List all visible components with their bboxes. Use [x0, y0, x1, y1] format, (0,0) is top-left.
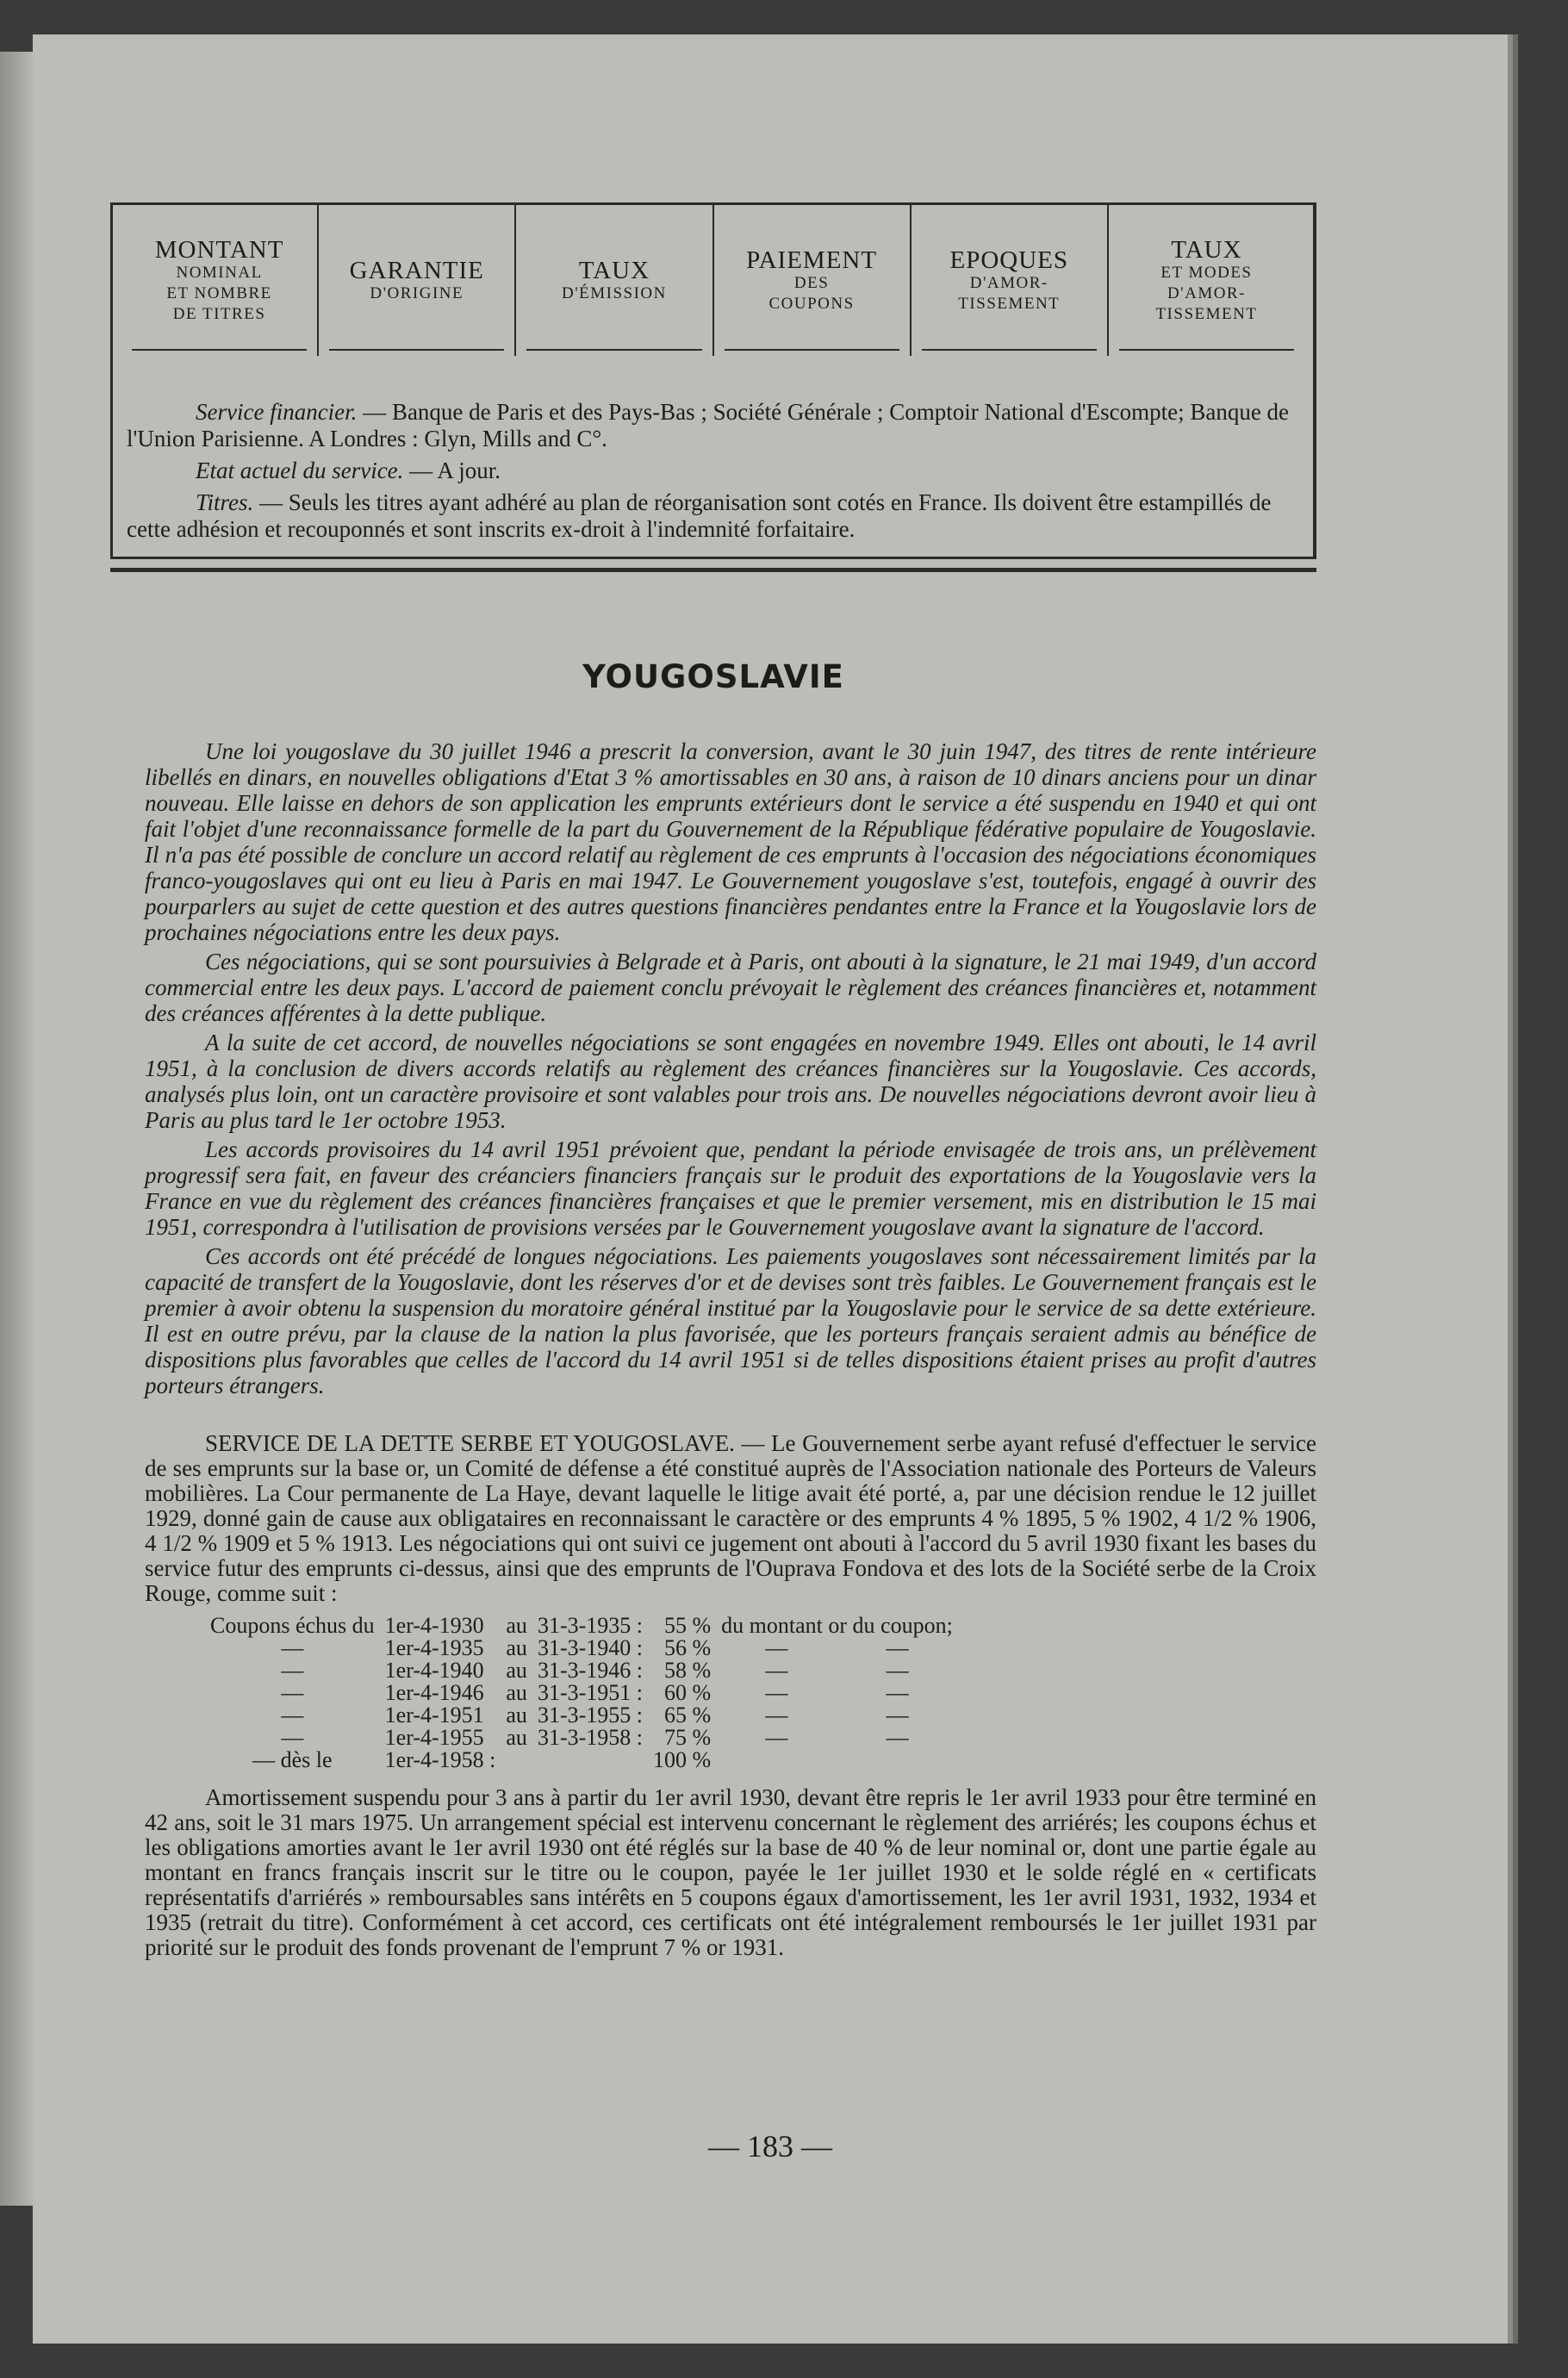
header-taux-modes: TAUX ET MODES D'AMOR- TISSEMENT [1109, 205, 1304, 356]
table-row: — dès le 1er-4-1958 : 100 % [252, 1747, 712, 1772]
coupon-schedule-table [205, 1615, 958, 1771]
table-row: — 1er-4-1951 au 31-3-1955 : 65 % — — [281, 1703, 909, 1727]
intro-paragraph: Une loi yougoslave du 30 juillet 1946 a prescrit la conversion, avant le 30 juin 1947, des titres de rente intérieure libellés en dinars, en nouvelles obligations d'Etat 3 % amortissables en 30 ans, à raison de 10 dinars anciens pour un dinar nouveau. Elle laisse en dehors de son application les emprunts extérieurs dont le service a été suspendu en 1940 et qui ont fait l'objet d'une reconnaissance formelle de la part du Gouvernement de la République fédérative populaire de Yougoslavie. Il n'a pas été possible de conclure un accord relatif au règlement de ces emprunts à l'occasion des négociations économiques franco-yougoslaves qui ont eu lieu à Paris en mai 1947. Le Gouvernement yougoslave s'est, toutefois, engagé à ouvrir des pourparlers au sujet de cette question et des autres questions financières pendantes entre la France et la Yougoslavie lors de prochaines négociations entre les deux pays. [145, 738, 1316, 945]
table-row: — 1er-4-1955 au 31-3-1958 : 75 % — — [281, 1725, 909, 1750]
intro-paragraph: A la suite de cet accord, de nouvelles négociations se sont engagées en novembre 1949. Elles ont abouti, le 14 avril 1951, à la conclusion de divers accords relatifs au règlement des créances financières sur la Yougoslavie. Ces accords, analysés plus loin, ont un caractère provisoire et sont valables pour trois ans. De nouvelles négociations devront avoir lieu à Paris au plus tard le 1er octobre 1953. [145, 1030, 1316, 1133]
titres-note: Titres. — Seuls les titres ayant adhéré au plan de réorganisation sont cotés en France. Ils doivent être estampillés de cette adhésion et recouponnés et sont inscrits ex-droit à l'indemnité forfaitaire. [127, 489, 1272, 542]
table-row: — 1er-4-1940 au 31-3-1946 : 58 % — — [281, 1658, 909, 1683]
page-number: — 183 — [708, 2129, 832, 2163]
intro-paragraph: Les accords provisoires du 14 avril 1951 prévoient que, pendant la période envisagée de trois ans, un prélèvement progressif sera fait, en faveur des créanciers financiers français sur le produit des exportations de la Yougoslavie vers la France en vue du règlement des créances financières françaises et que le premier versement, mis en distribution le 15 mai 1951, correspondra à l'utilisation de provisions versées par le Gouvernement yougoslave avant la signature de l'accord. [145, 1136, 1316, 1240]
service-notes [121, 399, 1304, 543]
service-dette-paragraph: SERVICE DE LA DETTE SERBE ET YOUGOSLAVE. — Le Gouvernement serbe ayant refusé d'effectuer le service de ses emprunts sur la base or, un Comité de défense a été constitué auprès de l'Association nationale des Porteurs de Valeurs mobilières. La Cour permanente de La Haye, devant laquelle le litige avait été porté, a, par une décision rendue le 12 juillet 1929, donné gain de cause aux obligataires en reconnaissant le caractère or des emprunts 4 % 1895, 5 % 1902, 4 1/2 % 1906, 4 1/2 % 1909 et 5 % 1913. Les négociations qui ont suivi ce jugement ont abouti à l'accord du 5 avril 1930 fixant les bases du service futur des emprunts ci-dessus, ainsi que des emprunts de l'Ouprava Fondova et des lots de la Société serbe de la Croix Rouge, comme suit : [145, 1430, 1316, 1606]
table-bottom-rule [110, 568, 1316, 572]
service-dette-section [110, 1431, 1316, 1960]
amortissement-paragraph: Amortissement suspendu pour 3 ans à partir du 1er avril 1930, devant être repris le 1er avril 1933 pour être terminé en 42 ans, soit le 31 mars 1975. Un arrangement spécial est intervenu concernant le règlement des arriérés; les coupons échus et les obligations amorties avant le 1er avril 1930 ont été réglés sur la base de 40 % de leur nominal or, dont une partie égale au montant en francs français inscrit sur le titre ou le coupon, payée le 1er juillet 1930 et le solde réglé en « certificats représentatifs d'arriérés » remboursables sans intérêts en 5 coupons égaux d'amortissement, les 1er avril 1931, 1932, 1934 et 1935 (retrait du titre). Conformément à cet accord, ces certificats ont été intégralement remboursés le 1er juillet 1931 par priorité sur le produit des fonds provenant de l'emprunt 7 % or 1931. [145, 1784, 1316, 1960]
header-taux-emission: TAUX D'ÉMISSION [516, 205, 713, 356]
service-financier: Service financier. — Banque de Paris et des Pays-Bas ; Société Générale ; Comptoir National d'Escompte; Banque de l'Union Parisienne. A Londres : Glyn, Mills and C°. [127, 399, 1290, 451]
intro-paragraph: Ces accords ont été précédé de longues négociations. Les paiements yougoslaves sont nécessairement limités par la capacité de transfert de la Yougoslavie, dont les réserves d'or et de devises sont très faibles. Le Gouvernement français est le premier à avoir obtenu la suspension du moratoire général institué par la Yougoslavie pour le service de sa dette extérieure. Il est en outre prévu, par la clause de la nation la plus favorisée, que les porteurs français seraient admis au bénéfice de dispositions plus favorables que celles de l'accord du 14 avril 1951 si de telles dispositions étaient prises au profit d'autres porteurs étrangers. [145, 1243, 1316, 1398]
header-garantie: GARANTIE D'ORIGINE [319, 205, 516, 356]
adjacent-page-edge [0, 52, 34, 2206]
etat-actuel: Etat actuel du service. — A jour. [196, 458, 501, 483]
page-content [110, 202, 1316, 1965]
intro-paragraph: Ces négociations, qui se sont poursuivies à Belgrade et à Paris, ont abouti à la signature, le 21 mai 1949, d'un accord commercial entre les deux pays. L'accord de paiement conclu prévoyait le règlement des créances financières et, notamment des créances afférentes à la dette publique. [145, 949, 1316, 1026]
country-title: YOUGOSLAVIE [582, 658, 844, 695]
document-page [33, 34, 1508, 2344]
table-row: — 1er-4-1946 au 31-3-1951 : 60 % — — [281, 1680, 909, 1705]
table-row: — 1er-4-1935 au 31-3-1940 : 56 % — — [281, 1635, 909, 1660]
header-montant: MONTANT NOMINAL ET NOMBRE DE TITRES [121, 205, 319, 356]
intro-section [110, 738, 1316, 1398]
bond-table [110, 202, 1316, 559]
table-headers [121, 205, 1304, 356]
header-paiement: PAIEMENT DES COUPONS [714, 205, 912, 356]
header-epoques: EPOQUES D'AMOR- TISSEMENT [912, 205, 1109, 356]
table-row: Coupons échus du 1er-4-1930 au 31-3-1935 : 55 % du montant or du coupon; [210, 1613, 953, 1638]
